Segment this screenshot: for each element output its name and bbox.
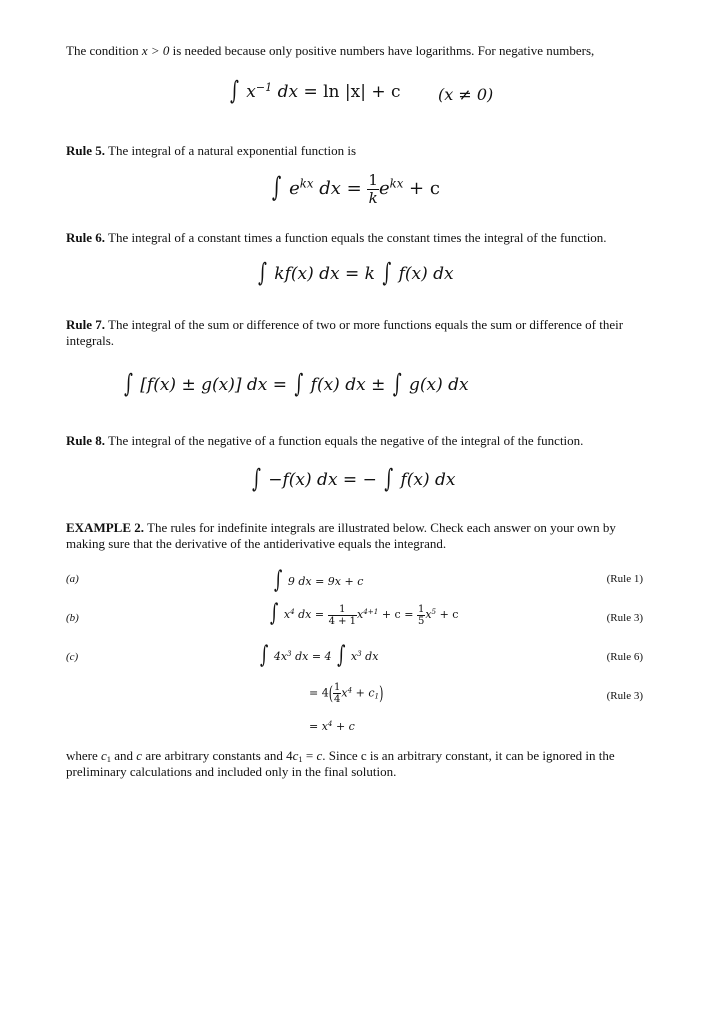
formula-log-condition	[438, 85, 493, 104]
example-paragraph	[66, 520, 658, 552]
rule6-rhs: f(x) dx	[398, 264, 454, 284]
example-c2-pow-base: x	[341, 686, 348, 700]
closing-text-b: and	[111, 748, 137, 763]
rule8-text: The integral of the negative of a function equals the negative of the integral of the function.	[108, 433, 584, 448]
rule7-lhs: [f(x) ± g(x)] dx =	[140, 375, 287, 395]
rule5-fraction	[367, 172, 379, 206]
integral-sign: ∫	[252, 464, 261, 495]
intro-paragraph	[66, 43, 658, 59]
rule5-frac-num: 1	[368, 171, 378, 189]
rule7-rhs: g(x) dx	[409, 375, 469, 395]
integral-sign: ∫	[337, 639, 346, 669]
example-b-exp: 4	[290, 607, 295, 617]
example-b-formula	[268, 597, 459, 627]
rule7-label: Rule 7.	[66, 317, 105, 332]
rule5-base: e	[289, 178, 300, 199]
example-b-pow-exp: 4+1	[363, 607, 379, 617]
rule5-rhs-exp: kx	[389, 176, 404, 191]
integral-sign: ∫	[124, 369, 133, 400]
example-a-label: (a)	[66, 573, 79, 585]
example-b-dx: dx =	[298, 608, 325, 621]
closing-c-b: c	[316, 748, 323, 763]
example-c-formula	[258, 639, 379, 669]
example-a-eq: 9 dx = 9x + c	[287, 575, 364, 588]
integral-sign: ∫	[272, 172, 282, 204]
example-c-rhs-exp: 3	[357, 649, 362, 659]
formula-log	[228, 76, 401, 107]
closing-text-c: are arbitrary constants and 4	[142, 748, 293, 763]
example-c2-frac-den: 4	[334, 694, 341, 705]
closing-c1b-sub: 1	[298, 754, 303, 765]
example-b-label: (b)	[66, 612, 79, 624]
rule8-label: Rule 8.	[66, 433, 105, 448]
example-c3-prefix: = x	[309, 720, 328, 733]
example-b-pow2-exp: 5	[431, 607, 437, 617]
rule5-dx: dx =	[319, 178, 362, 199]
example-a-rule: (Rule 1)	[606, 573, 643, 585]
example-b-fraction	[328, 604, 357, 627]
example-c-lhs-coef: 4x	[273, 650, 288, 663]
integral-sign: ∫	[392, 369, 402, 400]
closing-c1-base: c	[101, 748, 107, 763]
example-b-pow-base: x	[357, 608, 364, 621]
example-label: EXAMPLE 2.	[66, 520, 144, 535]
integral-sign: ∫	[294, 369, 304, 400]
closing-text-a: where	[66, 748, 102, 763]
closing-c1b-base: c	[292, 748, 299, 763]
example-c-rhs-base: x	[350, 650, 358, 663]
rule5-paragraph	[66, 143, 658, 159]
integral-sign: ∫	[230, 76, 239, 107]
rule6-label: Rule 6.	[66, 230, 105, 245]
rule8-paragraph	[66, 433, 658, 449]
integral-sign: ∫	[382, 258, 392, 289]
formula-log-exp: −1	[255, 80, 273, 94]
closing-c1-sub: 1	[106, 754, 112, 765]
example-b-tail: + c	[439, 608, 459, 621]
formula-log-condition-text: (x ≠ 0)	[438, 85, 494, 104]
example-b-rule: (Rule 3)	[606, 612, 643, 624]
example-b-frac-num: 1	[328, 604, 357, 616]
intro-condition: x > 0	[141, 43, 170, 58]
example-b-frac2-den: 5	[417, 615, 425, 627]
closing-text-d: =	[302, 748, 317, 763]
integral-sign: ∫	[274, 564, 283, 594]
example-c-rhs-dx: dx	[365, 650, 379, 663]
formula-rule6	[256, 258, 454, 289]
closing-text-e: . Since c is an arbitrary constant, it can be ignored in the preliminary calculations and included only in the final solution.	[66, 748, 615, 779]
rule7-paragraph	[66, 317, 658, 349]
right-paren: )	[379, 681, 384, 705]
rule6-text: The integral of a constant times a function equals the constant times the integral of the function.	[108, 230, 607, 245]
intro-text-a: The condition	[66, 43, 142, 58]
rule5-rhs-tail: + c	[409, 178, 440, 199]
formula-log-dx: dx	[277, 82, 299, 102]
rule5-exp: kx	[299, 176, 314, 191]
example-c2-pow-exp: 4	[347, 685, 353, 695]
formula-rule7	[122, 369, 469, 400]
example-c2-formula	[309, 682, 383, 705]
example-c-lhs-dx: dx = 4	[295, 650, 332, 663]
example-c2-prefix: = 4	[309, 686, 329, 700]
formula-rule8	[250, 464, 456, 495]
example-b-frac2-num: 1	[417, 603, 425, 615]
example-c3-formula	[309, 720, 355, 733]
example-c3-exp: 4	[327, 719, 333, 729]
example-c2-sub: 1	[374, 691, 380, 701]
formula-log-rhs: = ln |x| + c	[303, 82, 401, 102]
example-a-formula	[272, 564, 364, 594]
example-b-pow2-base: x	[425, 608, 432, 621]
example-c-lhs-exp: 3	[287, 649, 292, 659]
rule5-text: The integral of a natural exponential function is	[108, 143, 357, 158]
example-c2-frac-num: 1	[334, 682, 341, 693]
rule6-lhs: kf(x) dx = k	[274, 264, 375, 284]
closing-c: c	[136, 748, 143, 763]
formula-rule5	[270, 172, 440, 206]
left-paren: (	[328, 681, 334, 705]
formula-log-base: x	[246, 82, 256, 102]
intro-text-b: is needed because only positive numbers have logarithms. For negative numbers,	[169, 43, 595, 58]
rule7-mid: f(x) dx ±	[310, 375, 386, 395]
closing-paragraph	[66, 748, 658, 780]
rule7-text: The integral of the sum or difference of two or more functions equals the sum or difference of their integrals.	[66, 317, 624, 348]
rule5-frac-den: k	[368, 188, 378, 207]
integral-sign: ∫	[260, 639, 269, 669]
example-b-frac-den: 4 + 1	[328, 615, 357, 627]
example-c3-tail: + c	[335, 720, 355, 733]
integral-sign: ∫	[384, 464, 394, 495]
rule6-paragraph	[66, 230, 658, 246]
example-b-base: x	[283, 608, 291, 621]
rule8-rhs: f(x) dx	[400, 470, 456, 490]
example-b-mid: + c =	[381, 608, 414, 621]
integral-sign: ∫	[258, 258, 267, 289]
example-c-label: (c)	[66, 651, 79, 663]
example-c2-rule: (Rule 3)	[606, 690, 643, 702]
rule5-label: Rule 5.	[66, 143, 105, 158]
rule5-rhs-base: e	[378, 178, 390, 199]
example-c-rule: (Rule 6)	[606, 651, 643, 663]
example-c2-plus: + c	[355, 686, 375, 700]
rule8-lhs: −f(x) dx = −	[268, 470, 377, 490]
integral-sign: ∫	[270, 597, 279, 627]
example-text: The rules for indefinite integrals are illustrated below. Check each answer on your own by making sure that the derivative of the antiderivative equals the integrand.	[66, 520, 616, 551]
